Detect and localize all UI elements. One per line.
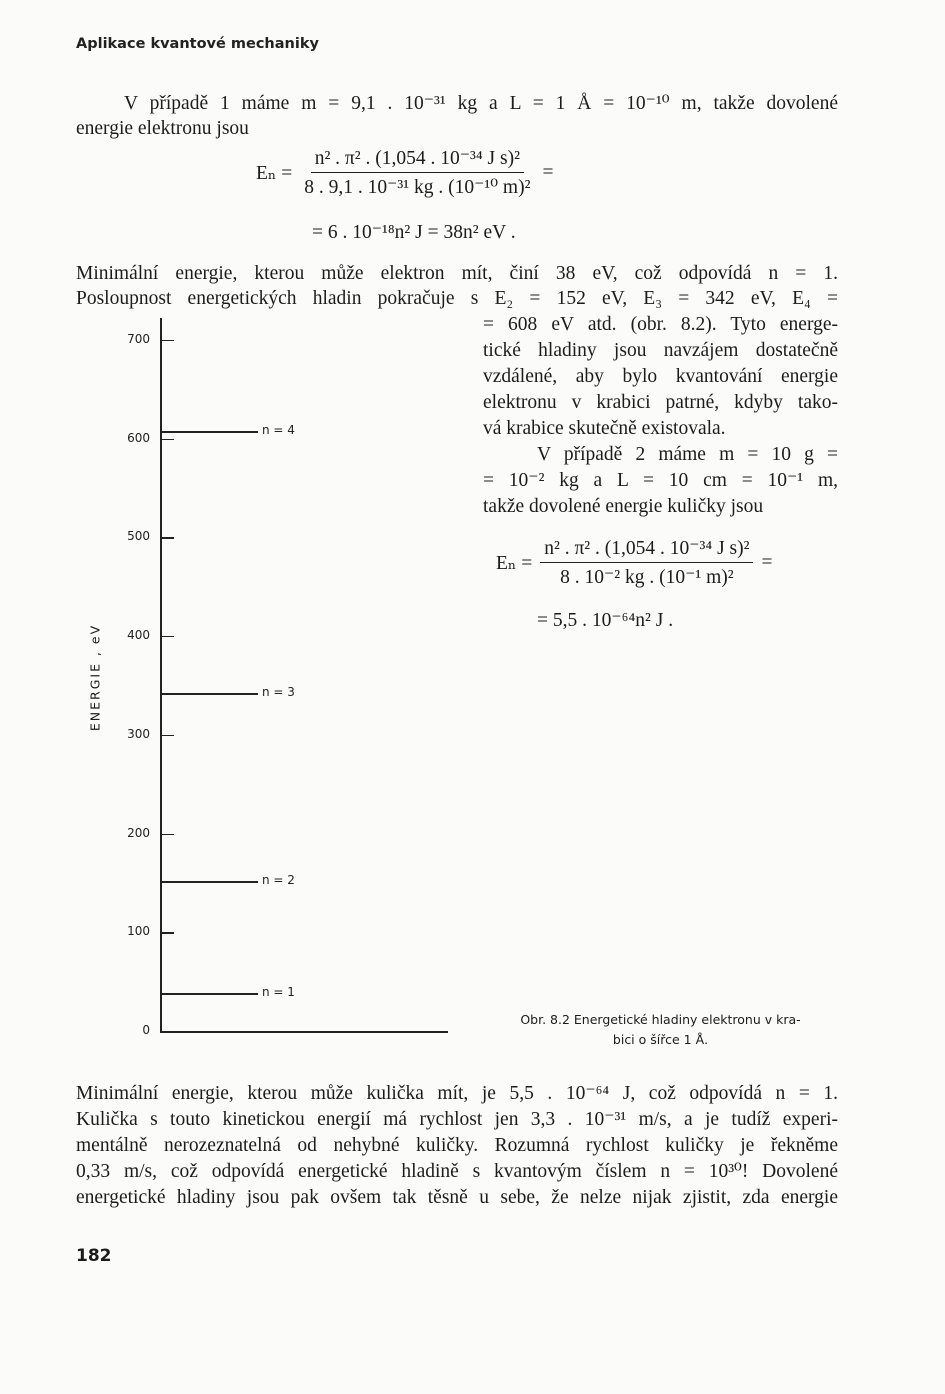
energy-level-line: [160, 431, 258, 433]
energy-level-line: [160, 693, 258, 695]
y-tick-label: 600: [127, 430, 150, 445]
caption-line: Obr. 8.2 Energetické hladiny elektronu v kra-: [520, 1012, 801, 1027]
formula2-rhs: =: [761, 551, 773, 573]
formula1-lhs: Eₙ =: [256, 162, 293, 184]
caption-line: bici o šířce 1 Å.: [612, 1032, 709, 1047]
running-header: Aplikace kvantové mechaniky: [76, 36, 319, 52]
y-tick-label: 100: [127, 924, 150, 939]
formula1-rhs: =: [542, 161, 554, 183]
y-axis-line: [160, 318, 162, 1031]
y-tick-label: 0: [142, 1023, 150, 1037]
paragraph4-line: 0,33 m/s, což odpovídá energetické hladině s kvantovým číslem n = 10³⁰! Dovolené: [76, 1161, 838, 1182]
y-tick-label: 500: [127, 529, 150, 544]
y-tick-label: 200: [127, 825, 150, 840]
y-tick: [160, 932, 174, 933]
paragraph2-line: elektronu v krabici patrné, kdyby tako-: [483, 392, 838, 413]
energy-level-label: n = 2: [262, 872, 295, 887]
paragraph1-line: V případě 1 máme m = 9,1 . 10⁻³¹ kg a L = 1 Å = 10⁻¹⁰ m, takže dovolené: [124, 93, 838, 114]
paragraph3-line: takže dovolené energie kuličky jsou: [483, 496, 764, 517]
formula1: [256, 146, 553, 199]
formula1-result: = 6 . 10⁻¹⁸n² J = 38n² eV .: [312, 222, 516, 243]
paragraph2-line: vá krabice skutečně existovala.: [483, 418, 726, 439]
energy-level-label: n = 3: [262, 685, 295, 700]
formula2-numerator: n² . π² . (1,054 . 10⁻³⁴ J s)²: [540, 536, 753, 563]
figure-caption: [483, 1010, 838, 1050]
paragraph2-line: Minimální energie, kterou může elektron mít, činí 38 eV, což odpovídá n = 1.: [76, 263, 838, 284]
y-tick: [160, 340, 174, 341]
paragraph2-line: = 608 eV atd. (obr. 8.2). Tyto energe-: [483, 314, 838, 335]
formula2: [496, 536, 772, 589]
energy-level-label: n = 1: [262, 985, 295, 1000]
energy-level-line: [160, 881, 258, 883]
paragraph3-line: = 10⁻² kg a L = 10 cm = 10⁻¹ m,: [483, 470, 838, 491]
y-tick: [160, 636, 174, 637]
paragraph4-line: Kulička s touto kinetickou energií má rychlost jen 3,3 . 10⁻³¹ m/s, a je tudíž experi-: [76, 1109, 838, 1130]
paragraph3-line: V případě 2 máme m = 10 g =: [537, 444, 838, 465]
paragraph4-line: Minimální energie, kterou může kulička mít, je 5,5 . 10⁻⁶⁴ J, což odpovídá n = 1.: [76, 1083, 838, 1104]
y-tick-label: 400: [127, 628, 150, 643]
paragraph2-line: Posloupnost energetických hladin pokračuje s E₂ = 152 eV, E₃ = 342 eV, E₄ =: [76, 288, 838, 309]
formula1-denominator: 8 . 9,1 . 10⁻³¹ kg . (10⁻¹⁰ m)²: [304, 177, 531, 198]
y-tick: [160, 735, 174, 736]
page-number: 182: [76, 1246, 112, 1266]
paragraph4-line: mentálně nerozeznatelná od nehybné kuličky. Rozumná rychlost kuličky je řekněme: [76, 1135, 838, 1156]
y-axis-label: ENERGIE , eV: [87, 623, 103, 732]
paragraph2-line: vzdálené, aby bylo kvantování energie: [483, 366, 838, 387]
x-axis-line: [160, 1031, 448, 1033]
formula2-lhs: Eₙ =: [496, 552, 533, 574]
y-tick-label: 300: [127, 726, 150, 741]
paragraph2-line: tické hladiny jsou navzájem dostatečně: [483, 340, 838, 361]
y-tick-label: 700: [127, 332, 150, 346]
paragraph1-line: energie elektronu jsou: [76, 118, 249, 139]
energy-level-line: [160, 993, 258, 995]
y-tick: [160, 537, 174, 538]
formula2-result: = 5,5 . 10⁻⁶⁴n² J .: [537, 610, 674, 631]
formula1-numerator: n² . π² . (1,054 . 10⁻³⁴ J s)²: [311, 146, 524, 173]
y-tick: [160, 439, 174, 440]
energy-level-label: n = 4: [262, 422, 295, 437]
y-tick: [160, 834, 174, 835]
paragraph4-line: energetické hladiny jsou pak ovšem tak těsně u sebe, že nelze nijak zjistit, zda energie: [76, 1187, 838, 1208]
formula2-denominator: 8 . 10⁻² kg . (10⁻¹ m)²: [560, 567, 734, 588]
